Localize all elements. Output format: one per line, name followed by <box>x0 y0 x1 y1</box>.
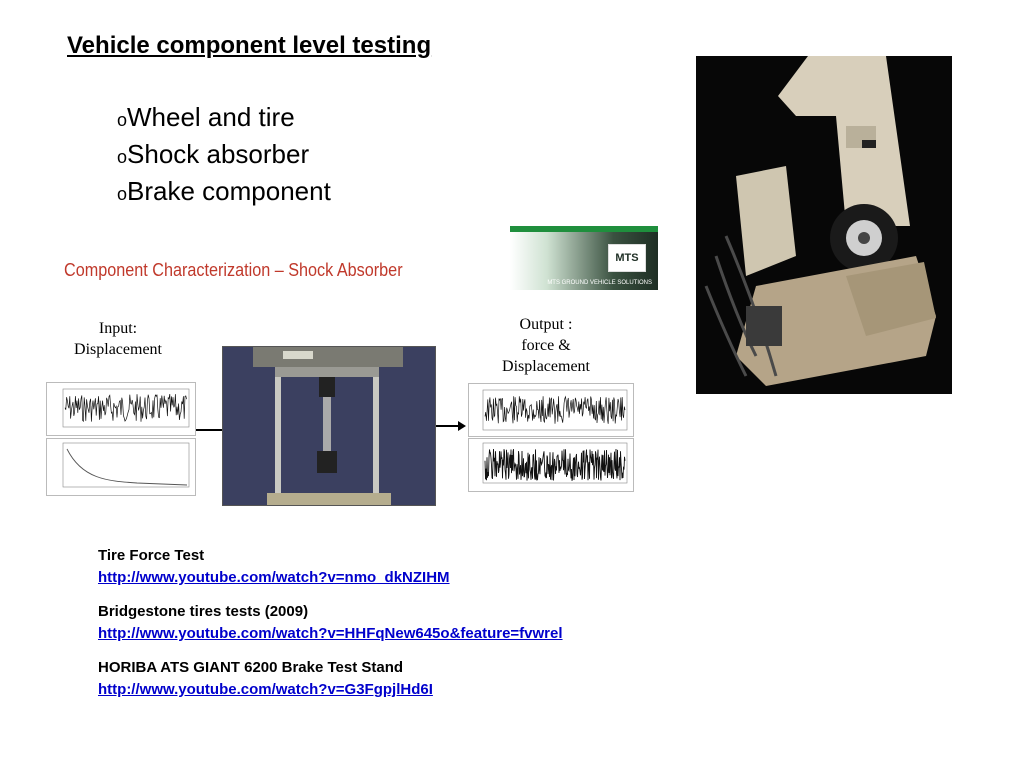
link-label: HORIBA ATS GIANT 6200 Brake Test Stand <box>98 659 404 676</box>
bullet-marker: o <box>117 110 128 130</box>
force-noise-trace <box>469 384 633 436</box>
slide-title: Vehicle component level testing <box>67 32 432 59</box>
tire-rig-illustration <box>696 56 952 394</box>
bullet-marker: o <box>117 147 128 167</box>
input-label <box>68 318 168 360</box>
input-label-line1: Input: <box>98 320 138 337</box>
mts-logo: MTS <box>608 244 646 272</box>
horiba-brake-test-link[interactable]: http://www.youtube.com/watch?v=G3FgpjlHd6I <box>98 681 433 698</box>
bullet-item-wheel <box>117 100 331 137</box>
link-label: Bridgestone tires tests (2009) <box>98 603 309 620</box>
displacement-noise-trace <box>469 439 633 491</box>
bullet-item-shock <box>117 137 331 174</box>
input-label-line2: Displacement <box>74 341 162 358</box>
link-item-bridgestone <box>98 601 563 645</box>
figure-heading: Component Characterization – Shock Absorber <box>64 260 403 280</box>
output-displacement-plot <box>468 438 634 492</box>
input-noise-trace <box>47 383 195 435</box>
bullet-item-brake <box>117 174 331 211</box>
shock-test-frame-photo <box>222 346 436 506</box>
output-label <box>496 314 596 377</box>
input-decay-plot <box>46 438 196 496</box>
bullet-list <box>117 100 331 211</box>
bullet-marker: o <box>117 184 128 204</box>
test-frame-illustration <box>223 347 435 505</box>
link-item-tire-force <box>98 545 563 589</box>
mts-banner <box>510 226 658 290</box>
output-label-line1: Output : <box>519 316 573 333</box>
bullet-text: Shock absorber <box>127 139 310 169</box>
mts-tire-test-rig-photo <box>696 56 952 394</box>
bullet-text: Wheel and tire <box>127 102 295 132</box>
bridgestone-tires-link[interactable]: http://www.youtube.com/watch?v=HHFqNew645o&feature=fvwrel <box>98 625 563 642</box>
bullet-text: Brake component <box>127 176 331 206</box>
mts-subtitle: MTS GROUND VEHICLE SOLUTIONS <box>547 280 652 286</box>
link-item-horiba <box>98 657 563 701</box>
video-links <box>98 545 563 713</box>
decay-curve <box>47 439 195 495</box>
link-label: Tire Force Test <box>98 547 205 564</box>
output-label-line2: force & <box>521 337 571 354</box>
output-force-plot <box>468 383 634 437</box>
tire-force-test-link[interactable]: http://www.youtube.com/watch?v=nmo_dkNZIHM <box>98 569 450 586</box>
input-displacement-plot <box>46 382 196 436</box>
output-label-line3: Displacement <box>502 358 590 375</box>
